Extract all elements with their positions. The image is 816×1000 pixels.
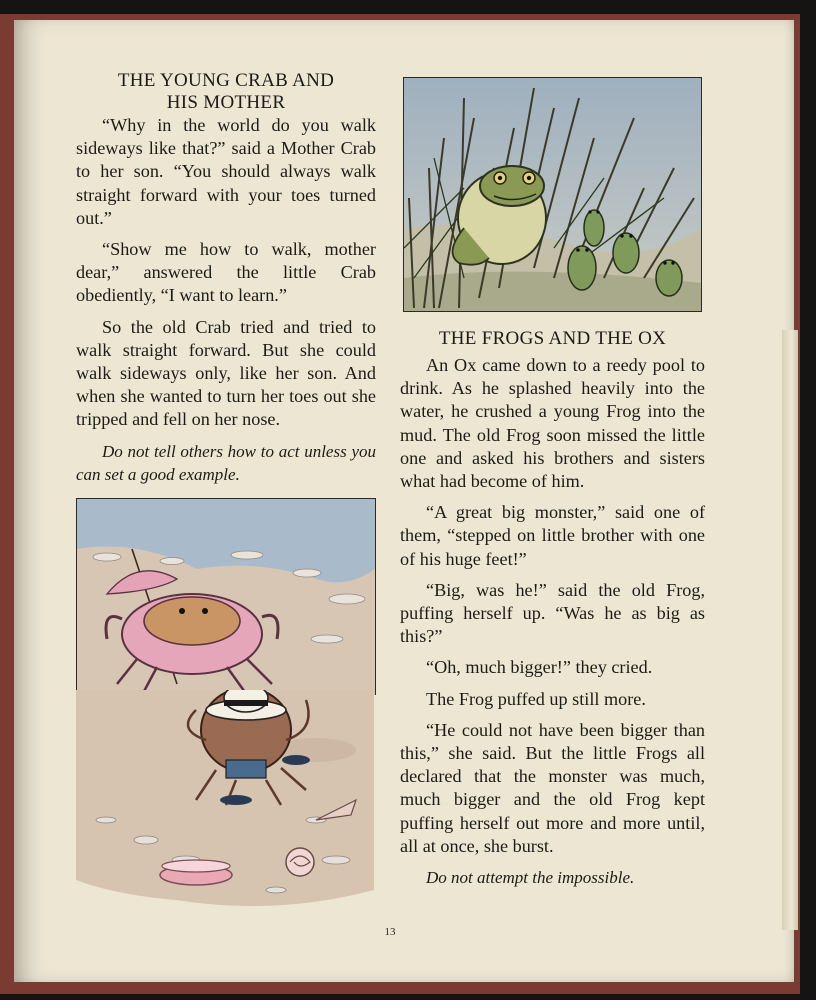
crab-title-line2: HIS MOTHER (166, 92, 286, 113)
page-number: 13 (384, 926, 396, 938)
frogs-moral: Do not attempt the impossible. (426, 868, 635, 888)
frogs-picture (404, 78, 701, 311)
frogs-paragraph: “Oh, much bigger!” they cried. (426, 657, 653, 678)
crab-story-title (76, 70, 376, 114)
frogs-paragraph: An Ox came down to a reedy pool to drink. As he splashed heavily into the water, he crushed a young Frog into the mud. The old Frog soon missed the little one and asked his brothers and sisters what had become of him. (400, 355, 705, 492)
frogs-paragraph: “A great big monster,” said one of them, “stepped on little brother with one of his huge feet!” (400, 502, 705, 569)
page-edge (782, 330, 798, 930)
crab-paragraph: So the old Crab tried and tried to walk straight forward. But she could walk sideways only, like her son. And when she wanted to turn her toes out she tripped and fell on her nose. (76, 316, 376, 430)
young-crab-picture (76, 690, 376, 916)
frogs-paragraph: “He could not have been bigger than this,” she said. But the little Frogs all declared that the monster was much, much bigger and the old Frog kept puffing herself out more and more until, all at once, she burst. (400, 719, 705, 856)
crab-story (76, 70, 376, 486)
frogs-story-title: THE FROGS AND THE OX (438, 328, 667, 349)
crab-moral: Do not tell others how to act unless you can set a good example. (76, 441, 376, 484)
crab-illustration-lower (76, 690, 376, 916)
frogs-paragraph: “Big, was he!” said the old Frog, puffing herself up. “Was he as big as this?” (400, 579, 705, 647)
frogs-illustration (403, 77, 702, 312)
frogs-story (400, 328, 705, 889)
crab-paragraph: “Why in the world do you walk sideways like that?” said a Mother Crab to her son. “You should always walk straight forward with your toes turned out.” (76, 115, 376, 228)
frogs-paragraph: The Frog puffed up still more. (426, 688, 646, 709)
crab-picture (77, 499, 375, 695)
crab-illustration (76, 498, 376, 695)
crab-paragraph: “Show me how to walk, mother dear,” answered the little Crab obediently, “I want to learn.” (76, 239, 376, 306)
crab-title-line1: THE YOUNG CRAB AND (117, 70, 335, 91)
